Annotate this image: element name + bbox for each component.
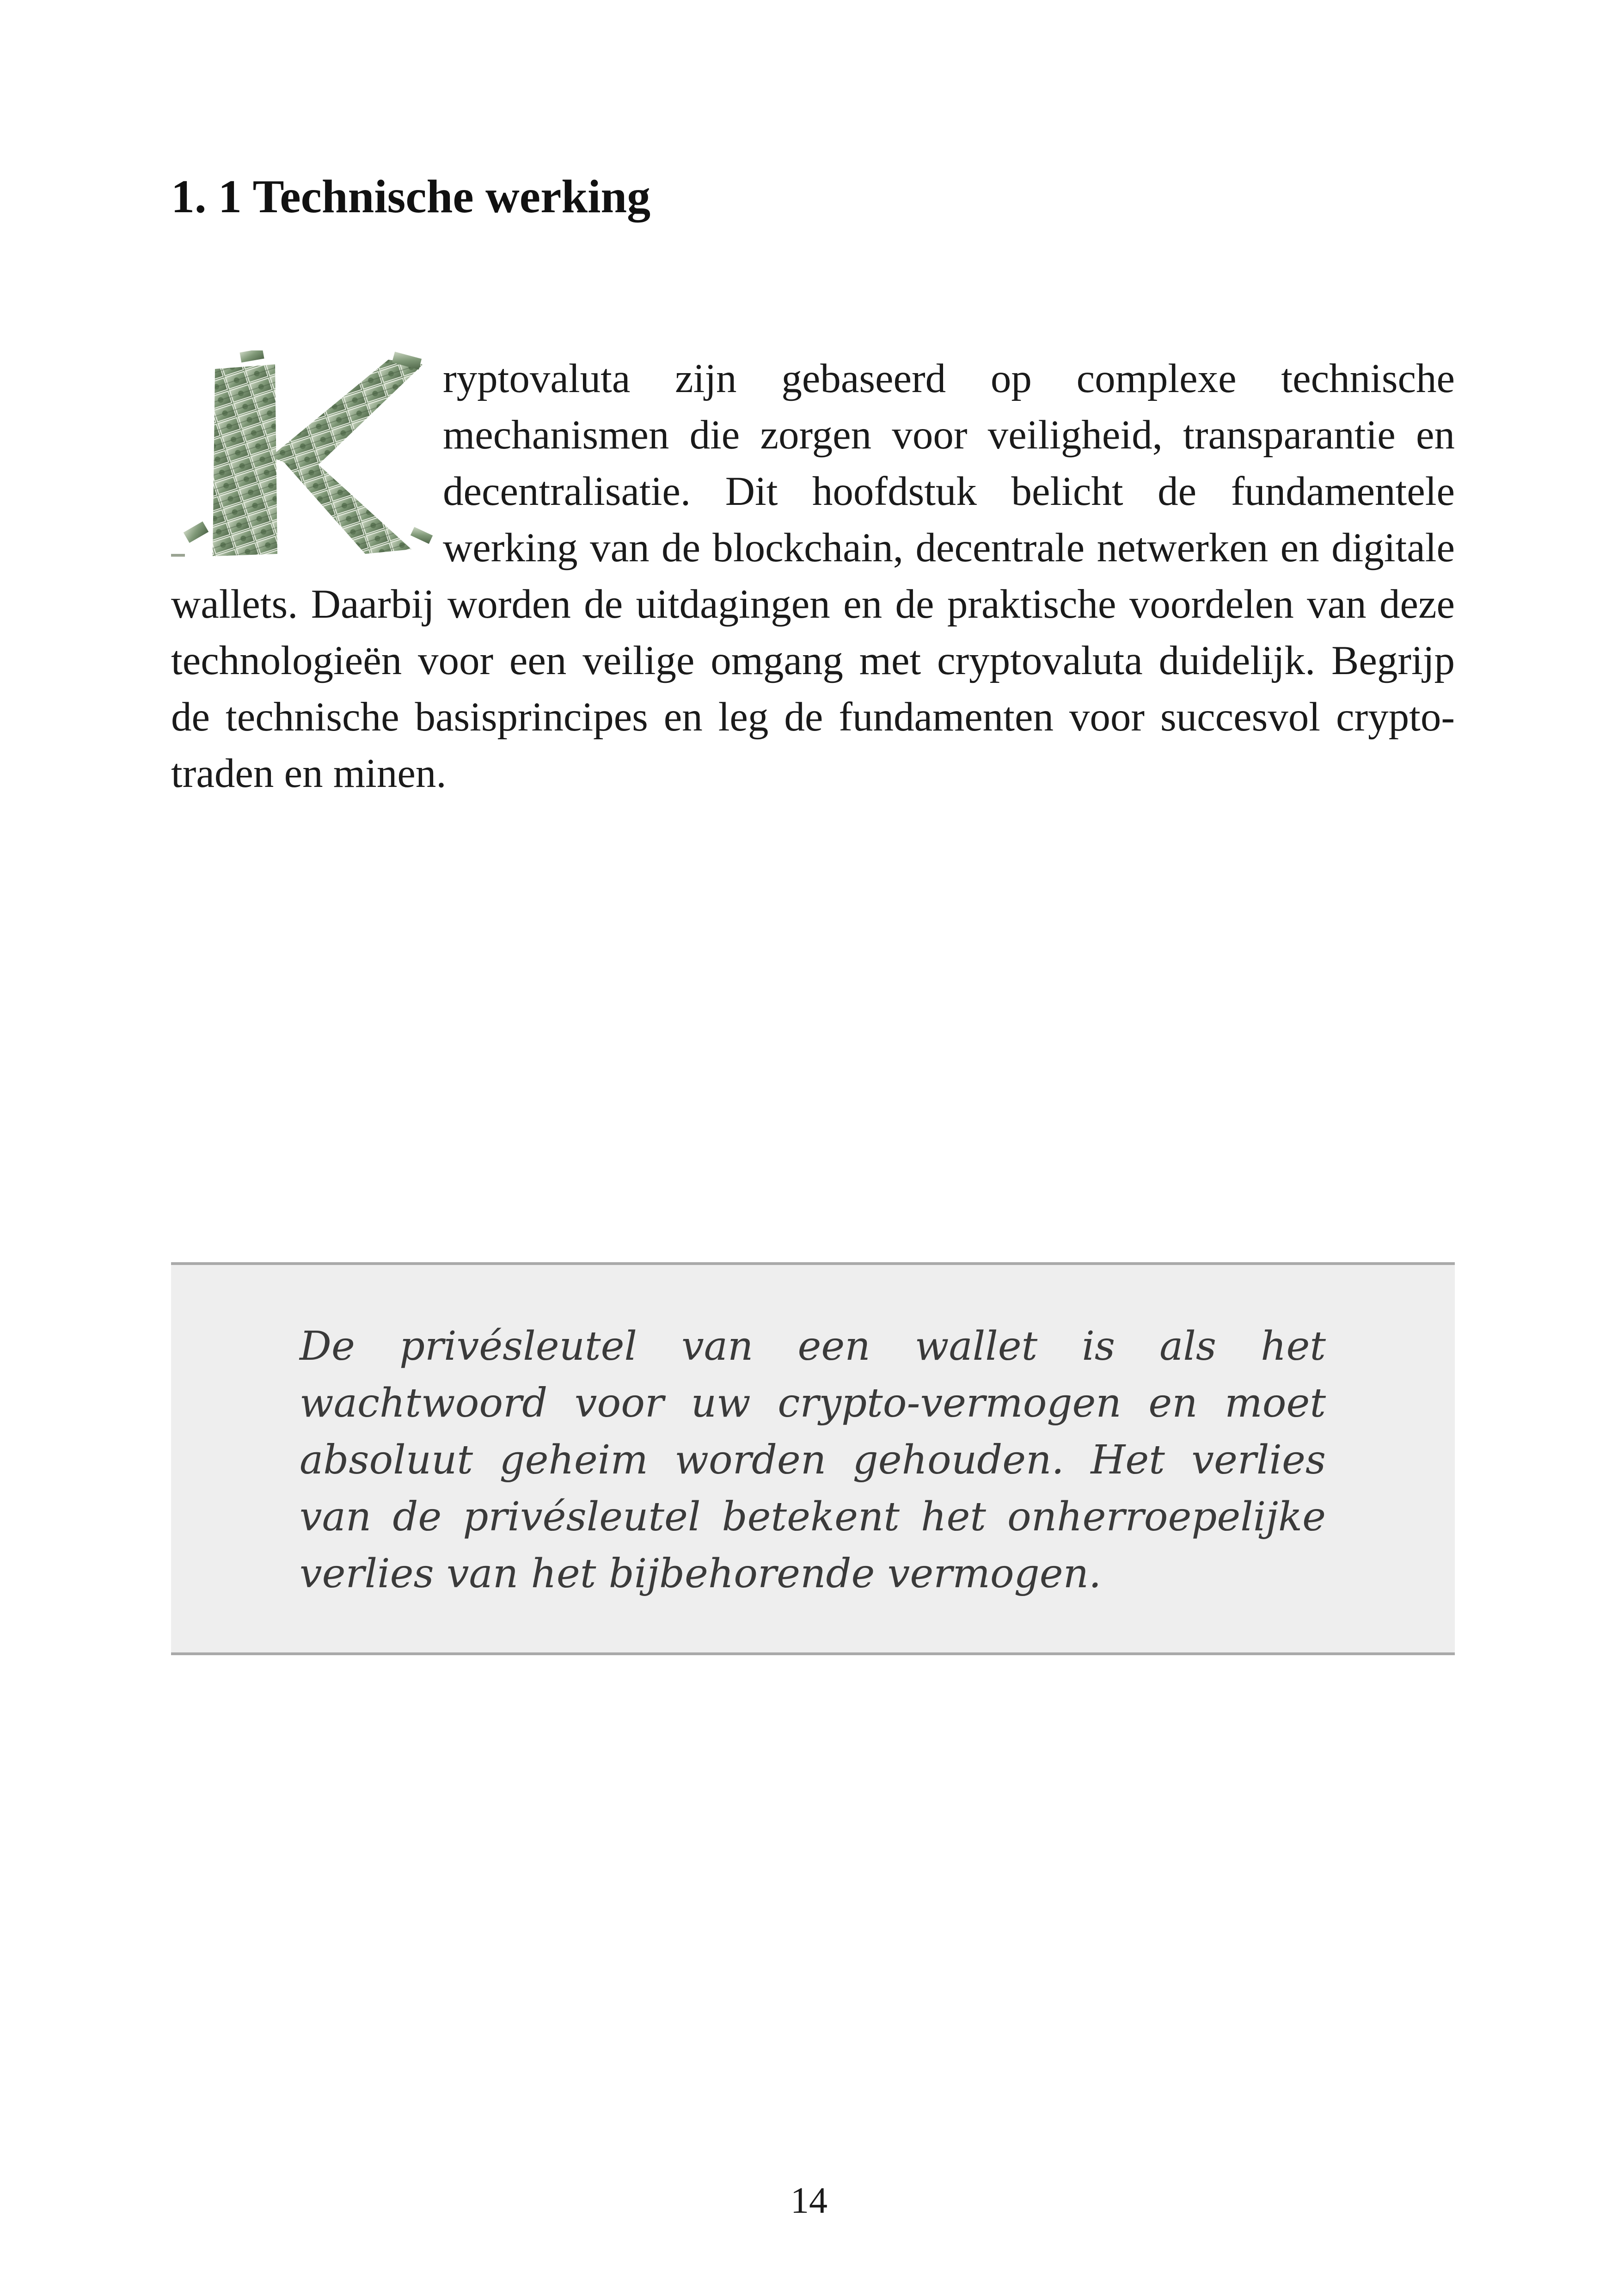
page-number: 14: [791, 2180, 827, 2221]
callout-box: [171, 1262, 1455, 1655]
callout-text: De privésleutel van een wallet is als het wachtwoord voor uw crypto-vermogen en moet absoluut geheim worden gehouden. Het verlies van de privésleutel betekent het onherroepelijke verlies van het bijbehorende vermogen.: [300, 1323, 1326, 1597]
money-letter-k-icon: [171, 350, 439, 568]
intro-paragraph-block: [171, 350, 1455, 802]
intro-text: ryptovaluta zijn gebaseerd op complexe technische mechanismen die zorgen voor veiligheid, transparantie en decentralisatie. Dit hoofdstuk belicht de fundamentele werking van de blockchain, decentrale netwerken en digitale wallets. Daarbij worden de uitdagingen en de praktische voordelen van deze technologieën voor een veilige omgang met cryptovaluta duidelijk. Begrijp de technische basisprincipes en leg de fundamenten voor succesvol crypto-traden en minen.: [171, 356, 1455, 796]
section-heading: 1. 1 Technische werking: [171, 171, 651, 223]
